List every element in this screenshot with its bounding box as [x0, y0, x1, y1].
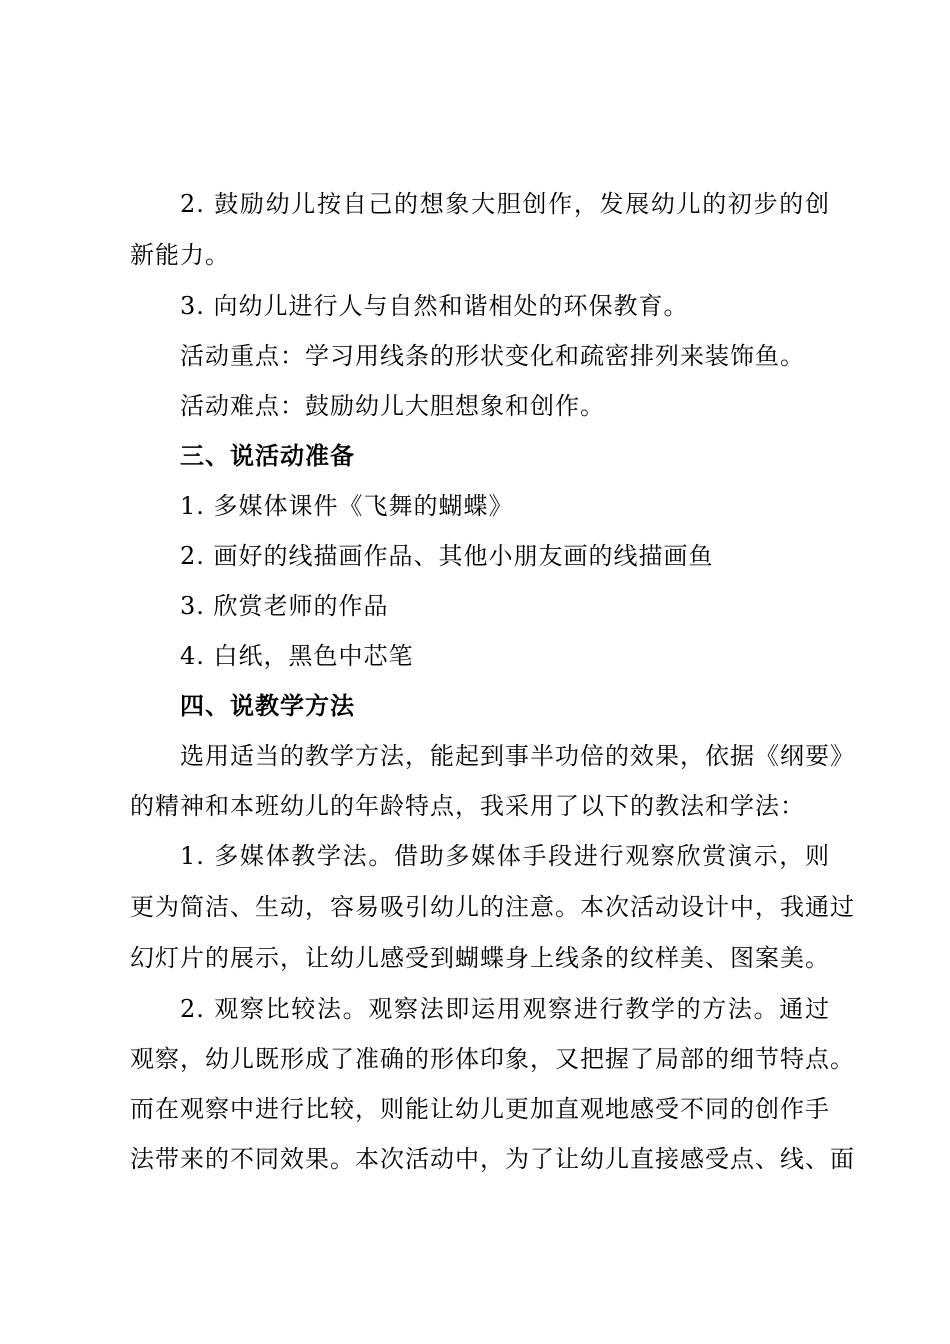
method-2-line-1: 2. 观察比较法。观察法即运用观察进行教学的方法。通过 — [180, 995, 830, 1023]
preparation-item-2: 2. 画好的线描画作品、其他小朋友画的线描画鱼 — [180, 542, 714, 570]
activity-difficulty: 活动难点：鼓励幼儿大胆想象和创作。 — [180, 392, 605, 420]
activity-focus: 活动重点：学习用线条的形状变化和疏密排列来装饰鱼。 — [180, 342, 805, 370]
methods-intro-line-2: 的精神和本班幼儿的年龄特点，我采用了以下的教法和学法： — [130, 792, 805, 820]
method-1-line-3: 幻灯片的展示，让幼儿感受到蝴蝶身上线条的纹样美、图案美。 — [130, 944, 830, 972]
method-2-line-3: 而在观察中进行比较，则能让幼儿更加直观地感受不同的创作手 — [130, 1095, 830, 1123]
method-2-line-4: 法带来的不同效果。本次活动中，为了让幼儿直接感受点、线、面 — [130, 1145, 855, 1173]
preparation-item-4: 4. 白纸，黑色中芯笔 — [180, 642, 414, 670]
method-2-line-2: 观察，幼儿既形成了准确的形体印象，又把握了局部的细节特点。 — [130, 1045, 855, 1073]
section-heading-methods: 四、说教学方法 — [180, 691, 355, 720]
preparation-item-3: 3. 欣赏老师的作品 — [180, 592, 389, 620]
objective-2-line-1: 2. 鼓励幼儿按自己的想象大胆创作，发展幼儿的初步的创 — [180, 190, 830, 218]
methods-intro-line-1: 选用适当的教学方法，能起到事半功倍的效果，依据《纲要》 — [180, 742, 855, 770]
method-1-line-1: 1. 多媒体教学法。借助多媒体手段进行观察欣赏演示，则 — [180, 842, 830, 870]
section-heading-preparation: 三、说活动准备 — [180, 441, 355, 470]
objective-3: 3. 向幼儿进行人与自然和谐相处的环保教育。 — [180, 292, 689, 320]
method-1-line-2: 更为简洁、生动，容易吸引幼儿的注意。本次活动设计中，我通过 — [130, 893, 855, 921]
objective-2-line-2: 新能力。 — [130, 241, 230, 269]
preparation-item-1: 1. 多媒体课件《飞舞的蝴蝶》 — [180, 492, 514, 520]
